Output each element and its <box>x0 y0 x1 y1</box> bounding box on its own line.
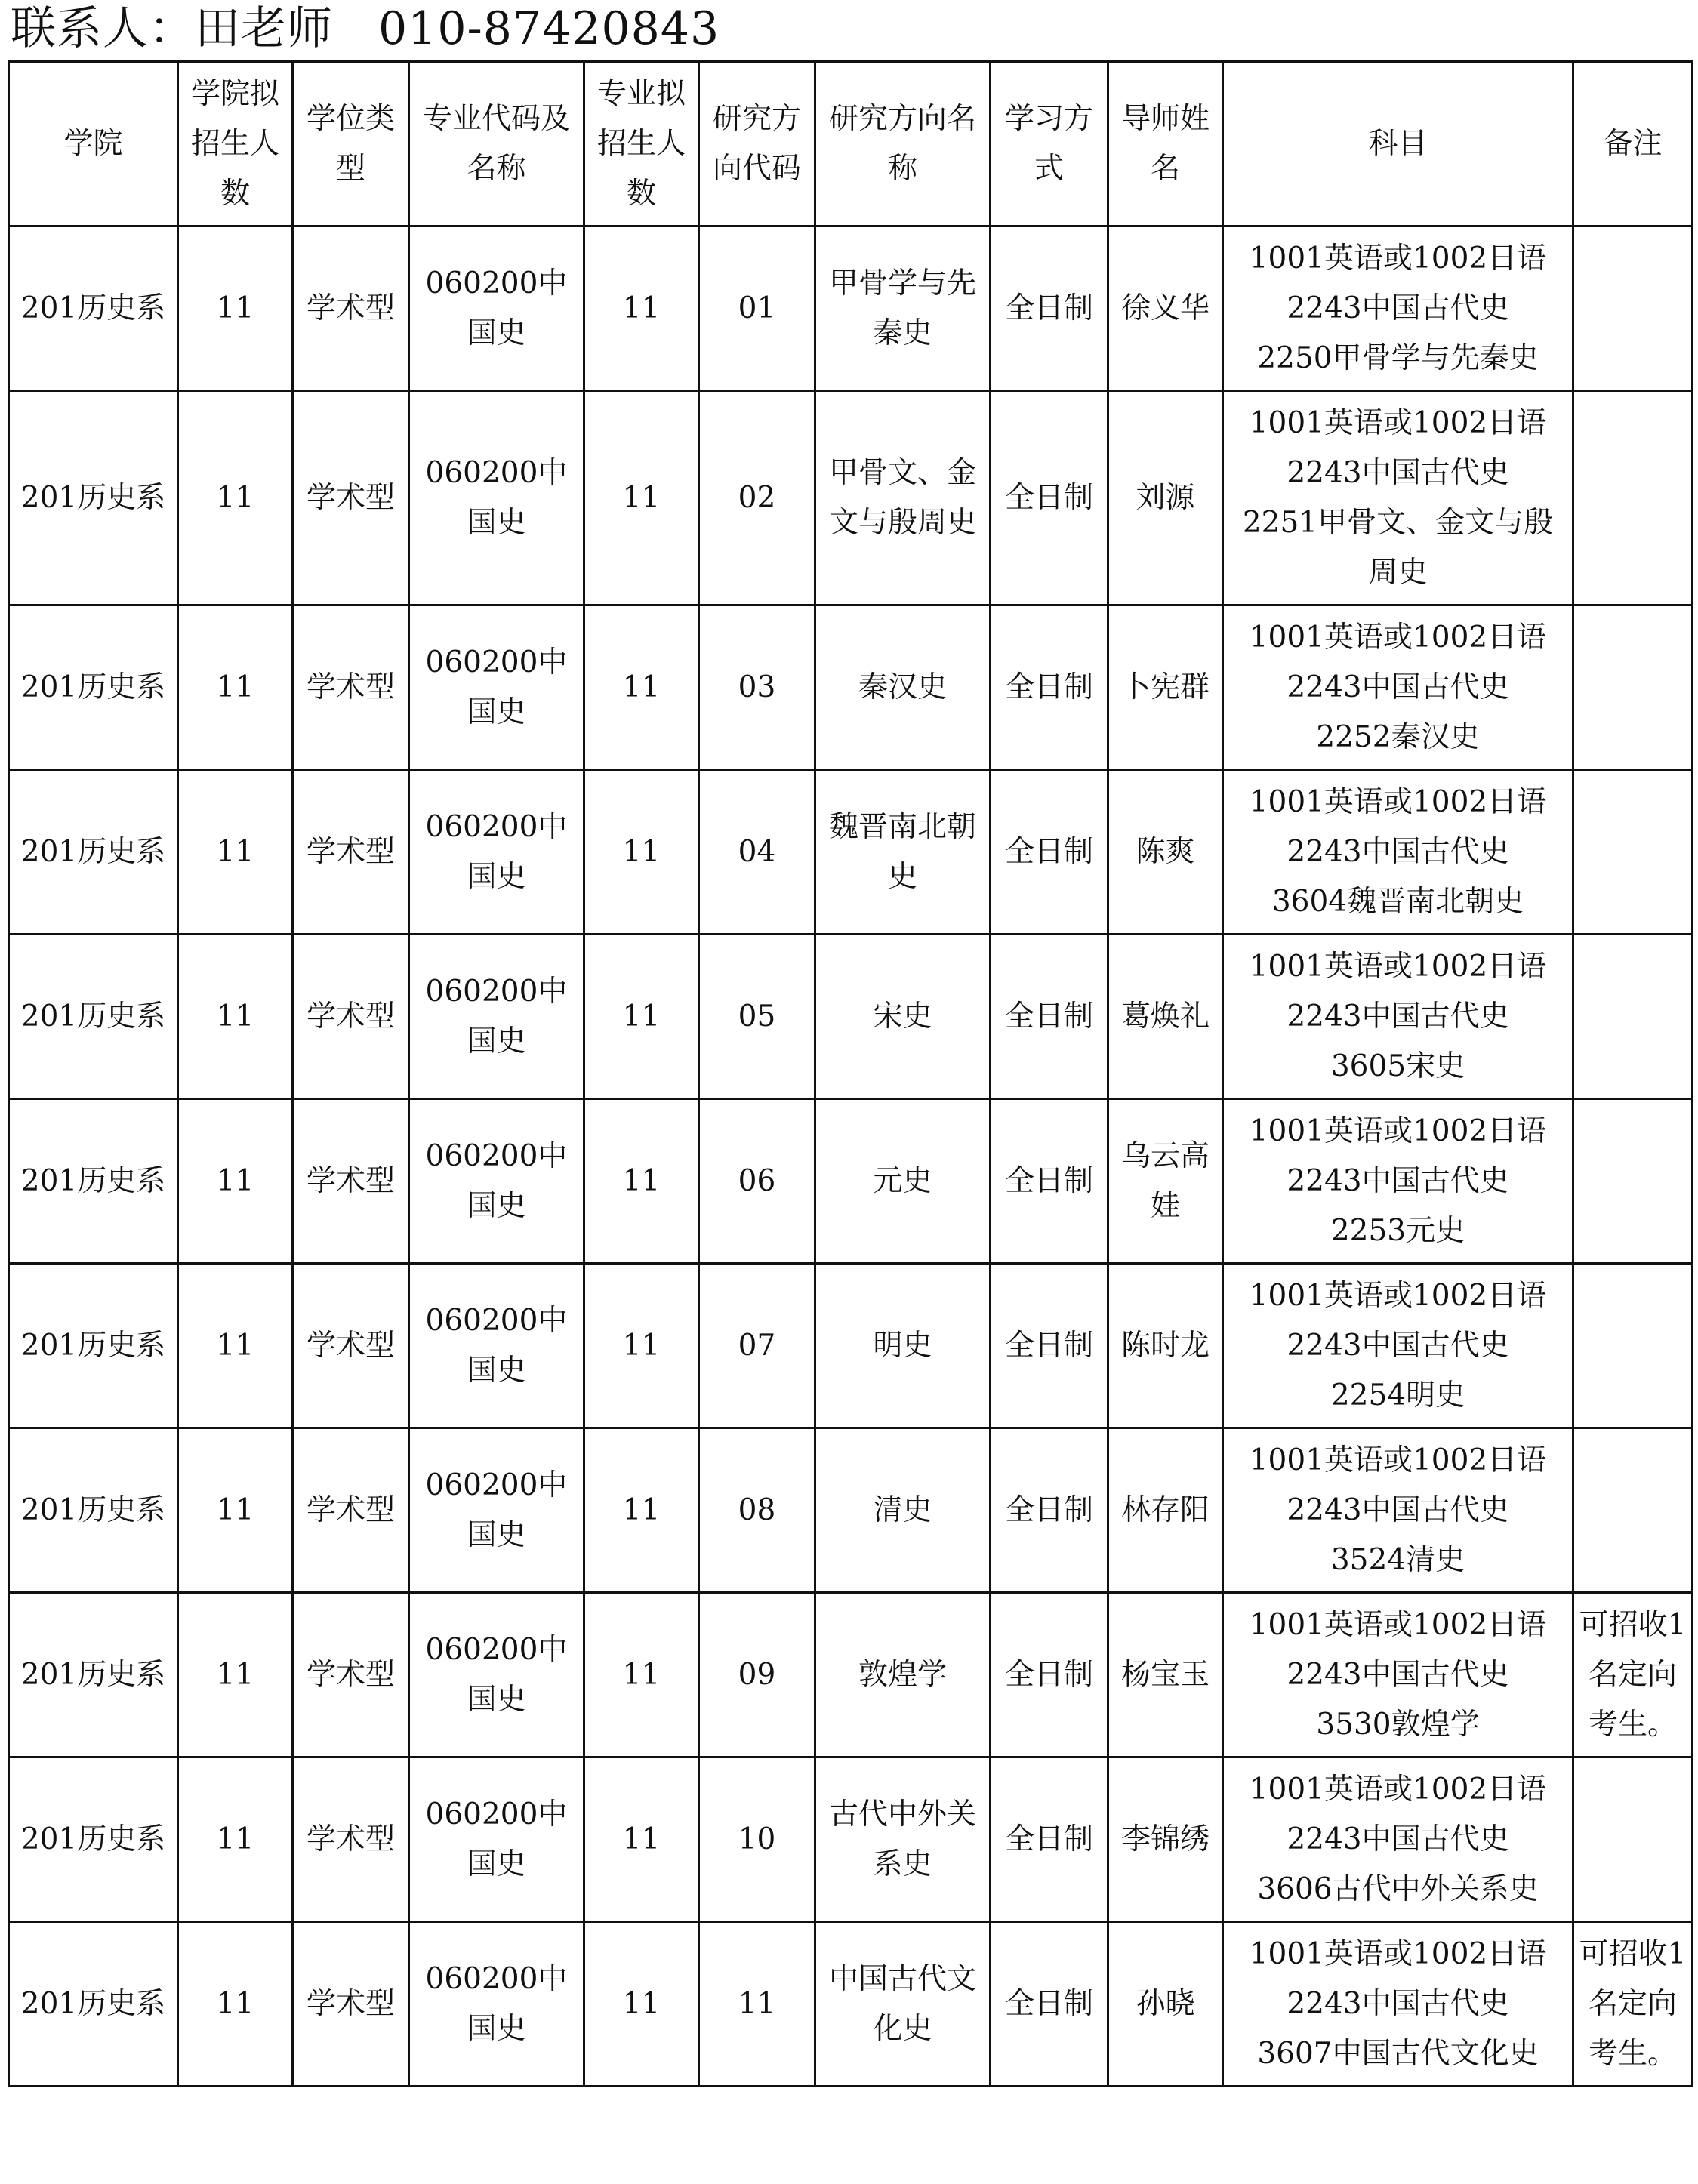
cell-study-mode: 全日制 <box>991 770 1108 935</box>
cell-direction-name: 宋史 <box>815 935 991 1099</box>
header-major: 专业代码及名称 <box>409 62 584 226</box>
cell-subjects <box>1223 935 1573 1099</box>
subject-line: 3605宋史 <box>1330 1049 1465 1083</box>
cell-advisor: 陈爽 <box>1108 770 1223 935</box>
header-direction-code: 研究方向代码 <box>699 62 815 226</box>
cell-major: 060200中国史 <box>409 605 584 770</box>
header-note: 备注 <box>1573 62 1693 226</box>
header-advisor: 导师姓名 <box>1108 62 1223 226</box>
cell-college-quota: 11 <box>178 1593 293 1757</box>
cell-college-quota: 11 <box>178 226 293 391</box>
cell-note <box>1573 935 1693 1099</box>
cell-advisor: 林存阳 <box>1108 1428 1223 1593</box>
subject-line: 1001英语或1002日语 <box>1249 241 1547 276</box>
header-major-quota: 专业拟招生人数 <box>584 62 699 226</box>
cell-study-mode: 全日制 <box>991 1922 1108 2087</box>
cell-college-quota: 11 <box>178 935 293 1099</box>
cell-degree-type: 学术型 <box>293 226 409 391</box>
table-row <box>9 1428 1693 1593</box>
cell-degree-type: 学术型 <box>293 1428 409 1593</box>
table-row <box>9 1922 1693 2087</box>
cell-major-quota: 11 <box>584 226 699 391</box>
subject-line: 2243中国古代史 <box>1287 1492 1509 1527</box>
cell-advisor: 杨宝玉 <box>1108 1593 1223 1757</box>
cell-subjects <box>1223 1593 1573 1757</box>
cell-degree-type: 学术型 <box>293 1099 409 1264</box>
cell-degree-type: 学术型 <box>293 1757 409 1922</box>
subject-line: 3524清史 <box>1330 1542 1465 1577</box>
subject-line: 1001英语或1002日语 <box>1249 1278 1547 1313</box>
cell-college: 201历史系 <box>9 935 178 1099</box>
subject-line: 1001英语或1002日语 <box>1249 620 1547 655</box>
subject-line: 1001英语或1002日语 <box>1249 949 1547 984</box>
header-degree-type: 学位类型 <box>293 62 409 226</box>
cell-major: 060200中国史 <box>409 1593 584 1757</box>
cell-note <box>1573 1757 1693 1922</box>
cell-subjects <box>1223 226 1573 391</box>
cell-major-quota: 11 <box>584 605 699 770</box>
table-row <box>9 226 1693 391</box>
contact-label: 联系人：田老师 <box>11 2 333 55</box>
cell-college-quota: 11 <box>178 391 293 605</box>
cell-degree-type: 学术型 <box>293 1922 409 2087</box>
cell-degree-type: 学术型 <box>293 935 409 1099</box>
cell-direction-code: 07 <box>699 1264 815 1428</box>
cell-direction-name: 敦煌学 <box>815 1593 991 1757</box>
cell-major-quota: 11 <box>584 1264 699 1428</box>
table-row <box>9 1099 1693 1264</box>
subject-line: 1001英语或1002日语 <box>1249 1607 1547 1642</box>
cell-subjects <box>1223 1264 1573 1428</box>
cell-subjects <box>1223 1428 1573 1593</box>
table-row <box>9 770 1693 935</box>
header-row <box>9 62 1693 226</box>
subject-line: 2243中国古代史 <box>1287 1657 1509 1692</box>
cell-direction-code: 05 <box>699 935 815 1099</box>
cell-major-quota: 11 <box>584 1757 699 1922</box>
enrollment-table <box>8 60 1693 2087</box>
cell-college: 201历史系 <box>9 1264 178 1428</box>
cell-college-quota: 11 <box>178 1428 293 1593</box>
cell-degree-type: 学术型 <box>293 391 409 605</box>
cell-study-mode: 全日制 <box>991 1264 1108 1428</box>
cell-note <box>1573 1428 1693 1593</box>
cell-college: 201历史系 <box>9 1922 178 2087</box>
cell-major: 060200中国史 <box>409 1922 584 2087</box>
cell-advisor: 卜宪群 <box>1108 605 1223 770</box>
cell-major-quota: 11 <box>584 1922 699 2087</box>
cell-college: 201历史系 <box>9 770 178 935</box>
cell-advisor: 葛焕礼 <box>1108 935 1223 1099</box>
cell-study-mode: 全日制 <box>991 605 1108 770</box>
cell-direction-name: 明史 <box>815 1264 991 1428</box>
subject-line: 1001英语或1002日语 <box>1249 1443 1547 1477</box>
cell-direction-name: 秦汉史 <box>815 605 991 770</box>
subject-line: 3606古代中外关系史 <box>1257 1871 1539 1906</box>
subject-line: 2254明史 <box>1330 1378 1465 1412</box>
cell-advisor: 刘源 <box>1108 391 1223 605</box>
cell-direction-name: 甲骨学与先秦史 <box>815 226 991 391</box>
subject-line: 2243中国古代史 <box>1287 1986 1509 2021</box>
cell-note: 可招收1名定向考生。 <box>1573 1922 1693 2087</box>
cell-direction-name: 古代中外关系史 <box>815 1757 991 1922</box>
subject-line: 1001英语或1002日语 <box>1249 784 1547 819</box>
subject-line: 2243中国古代史 <box>1287 1822 1509 1856</box>
subject-line: 2250甲骨学与先秦史 <box>1257 340 1539 375</box>
cell-major: 060200中国史 <box>409 770 584 935</box>
cell-degree-type: 学术型 <box>293 1593 409 1757</box>
cell-note <box>1573 770 1693 935</box>
cell-direction-code: 03 <box>699 605 815 770</box>
cell-college-quota: 11 <box>178 1922 293 2087</box>
cell-direction-code: 11 <box>699 1922 815 2087</box>
cell-major-quota: 11 <box>584 1428 699 1593</box>
cell-direction-code: 09 <box>699 1593 815 1757</box>
cell-direction-name: 清史 <box>815 1428 991 1593</box>
subject-line: 1001英语或1002日语 <box>1249 1772 1547 1807</box>
cell-study-mode: 全日制 <box>991 226 1108 391</box>
cell-college-quota: 11 <box>178 770 293 935</box>
header-study-mode: 学习方式 <box>991 62 1108 226</box>
cell-note <box>1573 226 1693 391</box>
cell-major: 060200中国史 <box>409 1099 584 1264</box>
subject-line: 3530敦煌学 <box>1316 1707 1480 1742</box>
header-college-quota: 学院拟招生人数 <box>178 62 293 226</box>
cell-advisor: 李锦绣 <box>1108 1757 1223 1922</box>
cell-direction-code: 10 <box>699 1757 815 1922</box>
cell-college: 201历史系 <box>9 226 178 391</box>
cell-note <box>1573 605 1693 770</box>
cell-major: 060200中国史 <box>409 1264 584 1428</box>
subject-line: 2253元史 <box>1330 1213 1465 1248</box>
cell-advisor: 孙晓 <box>1108 1922 1223 2087</box>
header-college: 学院 <box>9 62 178 226</box>
cell-major: 060200中国史 <box>409 935 584 1099</box>
cell-college: 201历史系 <box>9 1099 178 1264</box>
subject-line: 2243中国古代史 <box>1287 999 1509 1033</box>
cell-major-quota: 11 <box>584 770 699 935</box>
cell-major-quota: 11 <box>584 391 699 605</box>
cell-direction-code: 08 <box>699 1428 815 1593</box>
subject-line: 2243中国古代史 <box>1287 1163 1509 1198</box>
cell-advisor: 陈时龙 <box>1108 1264 1223 1428</box>
cell-subjects <box>1223 605 1573 770</box>
cell-major: 060200中国史 <box>409 391 584 605</box>
cell-subjects <box>1223 391 1573 605</box>
cell-major: 060200中国史 <box>409 1428 584 1593</box>
subject-line: 2252秦汉史 <box>1316 719 1480 754</box>
cell-subjects <box>1223 1922 1573 2087</box>
cell-degree-type: 学术型 <box>293 770 409 935</box>
header-direction-name: 研究方向名称 <box>815 62 991 226</box>
cell-direction-code: 01 <box>699 226 815 391</box>
cell-note <box>1573 1099 1693 1264</box>
cell-subjects <box>1223 1099 1573 1264</box>
cell-study-mode: 全日制 <box>991 935 1108 1099</box>
table-row <box>9 605 1693 770</box>
subject-line: 1001英语或1002日语 <box>1249 1114 1547 1148</box>
cell-direction-name: 魏晋南北朝史 <box>815 770 991 935</box>
header-subjects: 科目 <box>1223 62 1573 226</box>
cell-subjects <box>1223 770 1573 935</box>
subject-line: 1001英语或1002日语 <box>1249 1936 1547 1971</box>
cell-subjects <box>1223 1757 1573 1922</box>
table-row <box>9 391 1693 605</box>
cell-direction-name: 甲骨文、金文与殷周史 <box>815 391 991 605</box>
table-row <box>9 1757 1693 1922</box>
cell-college-quota: 11 <box>178 1757 293 1922</box>
subject-line: 3604魏晋南北朝史 <box>1271 884 1524 919</box>
table-row <box>9 1593 1693 1757</box>
cell-major: 060200中国史 <box>409 1757 584 1922</box>
subject-line: 2243中国古代史 <box>1287 834 1509 869</box>
subject-line: 3607中国古代文化史 <box>1257 2036 1539 2071</box>
cell-note <box>1573 391 1693 605</box>
cell-college-quota: 11 <box>178 1099 293 1264</box>
cell-college: 201历史系 <box>9 391 178 605</box>
cell-note: 可招收1名定向考生。 <box>1573 1593 1693 1757</box>
cell-direction-name: 元史 <box>815 1099 991 1264</box>
cell-study-mode: 全日制 <box>991 1593 1108 1757</box>
cell-degree-type: 学术型 <box>293 605 409 770</box>
cell-direction-name: 中国古代文化史 <box>815 1922 991 2087</box>
cell-study-mode: 全日制 <box>991 1757 1108 1922</box>
cell-college: 201历史系 <box>9 605 178 770</box>
cell-direction-code: 02 <box>699 391 815 605</box>
cell-college: 201历史系 <box>9 1593 178 1757</box>
cell-advisor: 徐义华 <box>1108 226 1223 391</box>
subject-line: 2243中国古代史 <box>1287 291 1509 325</box>
subject-line: 2251甲骨文、金文与殷周史 <box>1242 505 1554 590</box>
cell-advisor: 乌云高娃 <box>1108 1099 1223 1264</box>
subject-line: 2243中国古代史 <box>1287 1328 1509 1363</box>
cell-college-quota: 11 <box>178 605 293 770</box>
subject-line: 2243中国古代史 <box>1287 670 1509 704</box>
cell-major: 060200中国史 <box>409 226 584 391</box>
cell-major-quota: 11 <box>584 1099 699 1264</box>
cell-major-quota: 11 <box>584 935 699 1099</box>
cell-major-quota: 11 <box>584 1593 699 1757</box>
table-row <box>9 1264 1693 1428</box>
cell-college-quota: 11 <box>178 1264 293 1428</box>
cell-note <box>1573 1264 1693 1428</box>
subject-line: 2243中国古代史 <box>1287 455 1509 490</box>
cell-study-mode: 全日制 <box>991 1099 1108 1264</box>
cell-study-mode: 全日制 <box>991 1428 1108 1593</box>
contact-phone: 010-87420843 <box>378 2 720 55</box>
subject-line: 1001英语或1002日语 <box>1249 405 1547 440</box>
table-row <box>9 935 1693 1099</box>
cell-direction-code: 06 <box>699 1099 815 1264</box>
cell-direction-code: 04 <box>699 770 815 935</box>
cell-college: 201历史系 <box>9 1757 178 1922</box>
cell-college: 201历史系 <box>9 1428 178 1593</box>
cell-degree-type: 学术型 <box>293 1264 409 1428</box>
contact-line <box>11 0 720 57</box>
cell-study-mode: 全日制 <box>991 391 1108 605</box>
